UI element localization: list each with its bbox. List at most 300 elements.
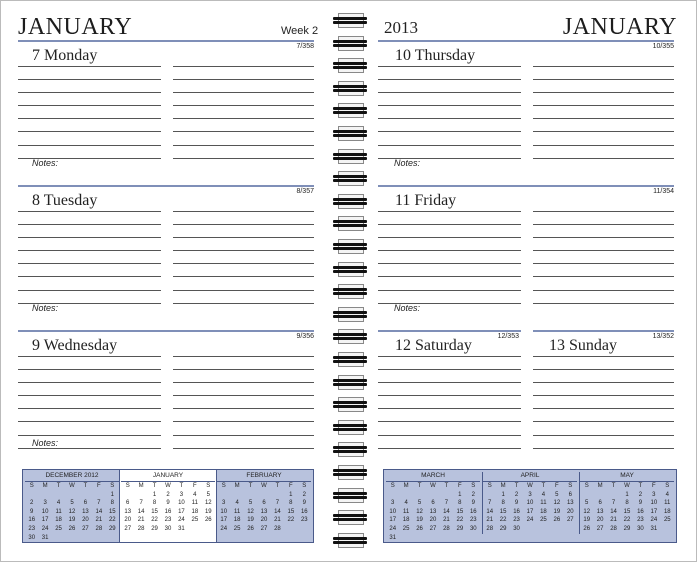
ring-wire <box>333 89 367 92</box>
writing-lines-right[interactable] <box>173 356 314 461</box>
weekday-letter: S <box>568 483 573 489</box>
mini-calendar-date[interactable]: 1 <box>458 491 462 498</box>
mini-calendar-date[interactable]: 15 <box>499 508 507 515</box>
writing-lines-left[interactable] <box>18 66 161 171</box>
mini-calendar-date[interactable]: 23 <box>513 517 520 524</box>
ring-wire <box>333 179 367 182</box>
mini-calendar-date[interactable]: 31 <box>389 534 397 541</box>
mini-calendar-date[interactable]: 20 <box>82 517 89 524</box>
mini-calendar-date[interactable]: 2 <box>166 491 170 498</box>
mini-calendar-date[interactable]: 5 <box>206 491 210 498</box>
ring-wire <box>333 198 367 201</box>
mini-calendar-date[interactable]: 2 <box>514 491 519 498</box>
mini-calendar-date[interactable]: 18 <box>55 517 62 524</box>
weekday-letter: M <box>138 483 144 489</box>
mini-calendar-date[interactable]: 30 <box>28 534 36 541</box>
mini-calendar-date[interactable]: 15 <box>151 508 158 515</box>
mini-calendar-date[interactable] <box>134 491 147 500</box>
mini-calendar-march <box>386 472 480 542</box>
mini-calendar-date[interactable]: 4 <box>193 491 197 498</box>
day-number: 10/355 <box>652 43 674 50</box>
mini-calendar-date[interactable]: 22 <box>623 517 631 524</box>
mini-calendar-date[interactable] <box>25 491 38 500</box>
mini-calendar-date[interactable]: 27 <box>82 525 89 532</box>
mini-calendar-date[interactable]: 3 <box>391 500 395 507</box>
mini-calendar-date[interactable]: 31 <box>41 534 49 541</box>
mini-calendar-date[interactable]: 26 <box>583 525 591 532</box>
mini-calendar-date[interactable]: 10 <box>650 500 658 507</box>
mini-calendar-date[interactable]: 17 <box>220 517 228 524</box>
day-name: 11 Friday <box>395 192 457 209</box>
weekday-letter: T <box>444 483 449 489</box>
mini-calendar-date[interactable]: 28 <box>95 525 103 532</box>
mini-calendar-date[interactable]: 9 <box>302 500 306 507</box>
weekday-letter: W <box>165 483 171 489</box>
mini-calendar-date[interactable]: 6 <box>568 491 572 498</box>
mini-calendar-date[interactable]: 19 <box>583 517 591 524</box>
mini-calendar-date[interactable]: 14 <box>137 508 145 515</box>
spiral-ring <box>330 399 370 409</box>
mini-calendar-date[interactable]: 27 <box>566 517 574 524</box>
mini-calendar-date[interactable]: 11 <box>664 500 671 507</box>
mini-calendar-date[interactable]: 7 <box>444 500 449 507</box>
mini-calendar-date[interactable]: 6 <box>262 500 266 507</box>
mini-calendar-date[interactable]: 24 <box>389 525 397 532</box>
weekday-letter: W <box>527 483 533 489</box>
day-rule <box>18 40 314 42</box>
mini-calendar-date[interactable]: 4 <box>404 500 408 507</box>
writing-lines-left[interactable] <box>378 66 521 171</box>
day-block-saturday <box>378 330 521 458</box>
mini-calendar-date[interactable]: 14 <box>486 508 494 515</box>
mini-calendar-date[interactable]: 28 <box>137 525 145 532</box>
mini-calendar-date[interactable]: 10 <box>526 500 534 507</box>
spiral-ring <box>330 264 370 274</box>
mini-calendar-date[interactable]: 27 <box>260 525 268 532</box>
weekday-letter: F <box>97 483 101 489</box>
mini-calendar-date[interactable]: 8 <box>458 500 462 507</box>
mini-calendar-grid <box>121 482 215 534</box>
writing-lines-right[interactable] <box>533 211 674 316</box>
writing-lines[interactable] <box>378 356 521 461</box>
mini-calendar-date[interactable] <box>257 491 270 500</box>
mini-calendar-date[interactable]: 29 <box>623 525 631 532</box>
mini-calendar-date[interactable]: 12 <box>553 500 561 507</box>
mini-calendar-date[interactable] <box>38 491 51 500</box>
mini-calendar-date[interactable]: 25 <box>233 525 241 532</box>
mini-calendar-date[interactable]: 24 <box>220 525 228 532</box>
mini-calendar-date[interactable]: 27 <box>429 525 437 532</box>
weekday-letter: F <box>458 483 462 489</box>
writing-lines-left[interactable] <box>378 211 521 316</box>
mini-calendar-date[interactable]: 12 <box>68 508 76 515</box>
mini-calendar-date[interactable]: 8 <box>625 500 629 507</box>
mini-calendar-date[interactable]: 31 <box>178 525 185 532</box>
mini-calendar-date[interactable]: 16 <box>300 508 308 515</box>
mini-calendar-date[interactable]: 25 <box>191 517 199 524</box>
weekday-letter: S <box>584 483 589 489</box>
mini-calendar-date[interactable] <box>79 491 92 500</box>
mini-calendar-date[interactable]: 3 <box>179 491 184 498</box>
mini-calendar-date[interactable] <box>121 491 134 500</box>
day-rule <box>18 185 314 187</box>
month-title-right: JANUARY <box>562 14 677 40</box>
spiral-ring <box>330 535 370 545</box>
mini-calendar-date[interactable]: 22 <box>108 517 116 524</box>
mini-calendar-date[interactable]: 20 <box>566 508 574 515</box>
mini-calendar-date[interactable]: 21 <box>610 517 617 524</box>
mini-calendar-date[interactable]: 30 <box>637 525 644 532</box>
mini-calendar-date[interactable]: 8 <box>110 500 114 507</box>
mini-calendar-date[interactable] <box>65 491 78 500</box>
weekday-letter: T <box>417 483 422 489</box>
day-block-tuesday <box>18 185 314 313</box>
mini-calendar-date[interactable] <box>426 491 439 500</box>
mini-calendar-january <box>121 472 215 534</box>
mini-calendar-date[interactable]: 29 <box>151 525 158 532</box>
ring-wire <box>333 518 367 521</box>
weekday-letter: S <box>125 483 130 489</box>
mini-calendar-date[interactable]: 11 <box>540 500 547 507</box>
ring-wire <box>333 247 367 250</box>
mini-calendar-date[interactable]: 17 <box>41 517 49 524</box>
mini-calendar-date[interactable]: 19 <box>416 517 423 524</box>
mini-calendar-date[interactable]: 12 <box>204 500 212 507</box>
spiral-ring <box>330 151 370 161</box>
mini-calendar-february <box>217 472 311 534</box>
mini-calendar-date[interactable]: 26 <box>247 525 254 532</box>
mini-calendar-date[interactable]: 21 <box>274 517 281 524</box>
mini-calendar-date[interactable]: 16 <box>164 508 172 515</box>
mini-calendar-date[interactable]: 18 <box>191 508 199 515</box>
mini-calendar-date[interactable]: 30 <box>513 525 520 532</box>
ring-wire <box>333 202 367 205</box>
day-name: 7 Monday <box>32 47 98 64</box>
weekday-letter: M <box>403 483 409 489</box>
mini-calendar-date[interactable]: 1 <box>289 491 293 498</box>
mini-calendar-date[interactable]: 27 <box>124 525 132 532</box>
ring-wire <box>333 383 367 386</box>
mini-calendar-date[interactable]: 14 <box>274 508 281 515</box>
mini-calendar-date[interactable]: 14 <box>95 508 103 515</box>
day-number: 11/354 <box>653 188 674 195</box>
mini-calendar-title: MARCH <box>386 472 480 482</box>
mini-calendar-date[interactable] <box>593 491 606 500</box>
mini-calendar-date[interactable]: 24 <box>41 525 49 532</box>
mini-calendar-grid <box>217 482 311 534</box>
mini-calendar-date[interactable]: 21 <box>95 517 103 524</box>
writing-lines-right[interactable] <box>173 66 314 171</box>
mini-calendar-date[interactable]: 30 <box>469 525 477 532</box>
mini-calendar-date[interactable]: 18 <box>663 508 671 515</box>
weekday-letter: W <box>261 483 267 489</box>
weekday-letter: W <box>430 483 436 489</box>
mini-calendar-date[interactable]: 9 <box>471 500 475 507</box>
mini-calendar-date[interactable]: 17 <box>178 508 185 515</box>
writing-lines-right[interactable] <box>173 211 314 316</box>
mini-calendar-date[interactable]: 25 <box>540 517 547 524</box>
mini-calendar-date[interactable]: 10 <box>41 508 49 515</box>
mini-calendar-date[interactable]: 21 <box>443 517 450 524</box>
mini-calendar-date[interactable]: 14 <box>443 508 450 515</box>
mini-calendar-date[interactable]: 28 <box>443 525 450 532</box>
mini-calendar-date[interactable]: 23 <box>164 517 172 524</box>
mini-calendar-date[interactable]: 25 <box>663 517 671 524</box>
mini-calendar-date[interactable]: 7 <box>611 500 616 507</box>
mini-calendar-date[interactable] <box>386 491 399 500</box>
mini-calendar-date[interactable]: 29 <box>499 525 507 532</box>
mini-calendar-date[interactable]: 1 <box>152 491 157 498</box>
mini-calendar-date[interactable] <box>217 491 230 500</box>
mini-calendar-date[interactable]: 17 <box>389 517 397 524</box>
mini-calendar-date[interactable]: 28 <box>610 525 617 532</box>
mini-calendar-date[interactable]: 29 <box>456 525 464 532</box>
day-rule <box>378 40 674 42</box>
mini-calendar-date[interactable]: 15 <box>456 508 464 515</box>
mini-calendar-date[interactable]: 20 <box>124 517 132 524</box>
ring-wire <box>333 111 367 114</box>
ring-wire <box>333 360 367 363</box>
mini-calendar-date[interactable]: 13 <box>82 508 89 515</box>
mini-calendar-date[interactable]: 6 <box>431 500 435 507</box>
mini-calendar-date[interactable]: 16 <box>637 508 644 515</box>
mini-calendar-date[interactable]: 28 <box>274 525 281 532</box>
mini-calendar-date[interactable]: 5 <box>555 491 559 498</box>
mini-calendar-date[interactable]: 21 <box>486 517 494 524</box>
ring-wire <box>333 379 367 382</box>
weekday-letter: F <box>652 483 656 489</box>
mini-calendar-date[interactable]: 12 <box>247 508 254 515</box>
ring-wire <box>333 424 367 427</box>
mini-calendar-date[interactable]: 19 <box>247 517 254 524</box>
mini-calendar-date[interactable]: 2 <box>30 500 34 507</box>
ring-wire <box>333 175 367 178</box>
mini-calendar-date[interactable]: 24 <box>650 517 658 524</box>
mini-calendar-date[interactable]: 11 <box>191 500 198 507</box>
mini-calendar-date[interactable]: 9 <box>514 500 519 507</box>
ring-wire <box>333 21 367 24</box>
day-rule <box>533 330 674 332</box>
mini-calendar-date[interactable]: 13 <box>429 508 437 515</box>
mini-calendar-date[interactable]: 5 <box>70 500 74 507</box>
mini-calendar-date[interactable]: 5 <box>417 500 422 507</box>
mini-calendar-date[interactable]: 25 <box>55 525 62 532</box>
mini-calendar-date[interactable]: 18 <box>402 517 410 524</box>
mini-calendar-date[interactable]: 4 <box>56 500 61 507</box>
mini-calendar-date[interactable]: 4 <box>541 491 546 498</box>
mini-calendar-date[interactable]: 9 <box>638 500 643 507</box>
mini-calendar-date[interactable] <box>580 491 593 500</box>
ring-wire <box>333 401 367 404</box>
mini-calendar-date[interactable]: 5 <box>585 500 589 507</box>
mini-calendar-date[interactable]: 10 <box>220 508 228 515</box>
mini-calendar-date[interactable]: 12 <box>416 508 423 515</box>
mini-calendar-date[interactable]: 2 <box>302 491 306 498</box>
mini-calendar-date[interactable]: 18 <box>540 508 547 515</box>
weekday-letter: T <box>179 483 184 489</box>
spiral-ring <box>330 512 370 522</box>
spiral-ring <box>330 196 370 206</box>
mini-calendar-date[interactable]: 1 <box>501 491 505 498</box>
writing-lines[interactable] <box>533 356 674 461</box>
mini-calendar-date[interactable]: 13 <box>260 508 268 515</box>
mini-calendar-date[interactable]: 11 <box>403 508 410 515</box>
spiral-ring <box>330 218 370 228</box>
mini-calendar-date[interactable]: 3 <box>652 491 656 498</box>
weekday-letter: F <box>193 483 197 489</box>
mini-calendar-may <box>579 472 674 534</box>
mini-calendar-date[interactable]: 22 <box>151 517 158 524</box>
mini-calendar-date[interactable]: 9 <box>30 508 34 515</box>
mini-calendar-date[interactable]: 6 <box>126 500 130 507</box>
mini-calendar-date[interactable]: 30 <box>164 525 172 532</box>
mini-calendar-date[interactable]: 8 <box>152 500 157 507</box>
mini-calendar-date[interactable]: 29 <box>108 525 116 532</box>
mini-calendar-date[interactable]: 3 <box>222 500 226 507</box>
mini-calendar-date[interactable]: 7 <box>139 500 143 507</box>
mini-calendar-date[interactable]: 19 <box>204 508 212 515</box>
day-number: 12/353 <box>497 333 519 340</box>
mini-calendar-date[interactable]: 22 <box>456 517 464 524</box>
ring-wire <box>333 514 367 517</box>
spiral-ring <box>330 331 370 341</box>
mini-calendar-date[interactable]: 15 <box>287 508 295 515</box>
mini-calendar-date[interactable]: 23 <box>300 517 308 524</box>
notes-label: Notes: <box>32 158 59 168</box>
writing-lines-right[interactable] <box>533 66 674 171</box>
mini-calendar-date[interactable]: 14 <box>610 508 617 515</box>
mini-calendar-date[interactable] <box>92 491 105 500</box>
weekday-letter: W <box>69 483 75 489</box>
mini-calendar-date[interactable] <box>440 491 453 500</box>
mini-calendar-date[interactable]: 27 <box>596 525 604 532</box>
mini-calendar-title: APRIL <box>483 472 577 482</box>
mini-calendar-date[interactable]: 1 <box>625 491 629 498</box>
mini-calendar-date[interactable]: 11 <box>55 508 62 515</box>
mini-calendar-title: JANUARY <box>121 472 215 482</box>
mini-calendar-date[interactable]: 23 <box>469 517 477 524</box>
mini-calendar-date[interactable]: 3 <box>528 491 532 498</box>
spiral-ring <box>330 422 370 432</box>
mini-calendar-strip-left <box>22 469 314 543</box>
mini-calendar-date[interactable]: 31 <box>650 525 658 532</box>
mini-calendar-date[interactable]: 6 <box>598 500 602 507</box>
mini-calendar-date[interactable]: 5 <box>248 500 253 507</box>
mini-calendar-date[interactable]: 26 <box>416 525 423 532</box>
mini-calendar-april <box>482 472 577 534</box>
mini-calendar-date[interactable]: 28 <box>486 525 494 532</box>
mini-calendar-date[interactable]: 25 <box>402 525 410 532</box>
mini-calendar-date[interactable]: 23 <box>28 525 36 532</box>
ring-wire <box>333 224 367 227</box>
mini-calendar-date[interactable]: 23 <box>637 517 644 524</box>
mini-calendar-date[interactable] <box>483 491 496 500</box>
mini-calendar-date[interactable]: 13 <box>596 508 604 515</box>
mini-calendar-date[interactable]: 4 <box>235 500 239 507</box>
mini-calendar-date[interactable]: 10 <box>178 500 185 507</box>
mini-calendar-date[interactable]: 6 <box>83 500 88 507</box>
mini-calendar-date[interactable]: 20 <box>429 517 437 524</box>
mini-calendar-date[interactable]: 19 <box>68 517 76 524</box>
mini-calendar-date[interactable]: 8 <box>501 500 505 507</box>
mini-calendar-date[interactable]: 7 <box>97 500 101 507</box>
mini-calendar-date[interactable]: 15 <box>108 508 116 515</box>
mini-calendar-date[interactable] <box>413 491 426 500</box>
mini-calendar-date[interactable] <box>607 491 620 500</box>
mini-calendar-date[interactable]: 11 <box>234 508 241 515</box>
mini-calendar-date[interactable]: 24 <box>526 517 534 524</box>
day-block-thursday <box>378 40 674 168</box>
mini-calendar-date[interactable]: 16 <box>28 517 36 524</box>
mini-calendar-date[interactable]: 13 <box>566 500 574 507</box>
weekday-letter: S <box>302 483 307 489</box>
mini-calendar-date[interactable] <box>244 491 257 500</box>
mini-calendar-date[interactable]: 22 <box>287 517 295 524</box>
ring-wire <box>333 537 367 540</box>
ring-wire <box>333 134 367 137</box>
mini-calendar-date[interactable]: 18 <box>233 517 241 524</box>
mini-calendar-date[interactable]: 4 <box>665 491 669 498</box>
mini-calendar-date[interactable]: 1 <box>110 491 114 498</box>
mini-calendar-date[interactable]: 10 <box>389 508 397 515</box>
mini-calendar-date[interactable] <box>399 491 412 500</box>
mini-calendar-date[interactable]: 20 <box>596 517 604 524</box>
mini-calendar-date[interactable]: 7 <box>275 500 280 507</box>
mini-calendar-date[interactable]: 8 <box>289 500 293 507</box>
ring-wire <box>333 473 367 476</box>
weekday-letter: S <box>665 483 670 489</box>
mini-calendar-date[interactable]: 13 <box>124 508 132 515</box>
mini-calendar-date[interactable]: 17 <box>650 508 658 515</box>
mini-calendar-date[interactable]: 2 <box>638 491 643 498</box>
spiral-ring <box>330 60 370 70</box>
mini-calendar-date[interactable] <box>52 491 65 500</box>
ring-wire <box>333 337 367 340</box>
mini-calendar-date[interactable]: 20 <box>260 517 268 524</box>
mini-calendar-date[interactable]: 15 <box>623 508 631 515</box>
mini-calendar-date[interactable]: 2 <box>471 491 475 498</box>
mini-calendar-date[interactable]: 3 <box>43 500 47 507</box>
mini-calendar-date[interactable]: 26 <box>553 517 561 524</box>
mini-calendar-date[interactable]: 9 <box>166 500 170 507</box>
ring-wire <box>333 40 367 43</box>
mini-calendar-date[interactable]: 12 <box>583 508 591 515</box>
mini-calendar-grid <box>386 482 480 542</box>
mini-calendar-title: FEBRUARY <box>217 472 311 482</box>
mini-calendar-date[interactable]: 17 <box>526 508 534 515</box>
mini-calendar-date[interactable]: 26 <box>68 525 76 532</box>
year-label: 2013 <box>384 18 418 37</box>
ring-wire <box>333 333 367 336</box>
ring-wire <box>333 469 367 472</box>
notes-label: Notes: <box>394 303 421 313</box>
day-rule <box>18 330 314 332</box>
spiral-ring <box>330 444 370 454</box>
writing-lines-left[interactable] <box>18 211 161 316</box>
mini-calendar-date[interactable]: 22 <box>499 517 507 524</box>
mini-calendar-date[interactable]: 24 <box>178 517 185 524</box>
mini-calendar-date[interactable]: 21 <box>137 517 145 524</box>
mini-calendar-date[interactable]: 16 <box>469 508 477 515</box>
mini-calendar-date[interactable]: 16 <box>513 508 520 515</box>
weekday-letter: T <box>514 483 519 489</box>
day-block-monday <box>18 40 314 168</box>
mini-calendar-date[interactable] <box>271 491 284 500</box>
mini-calendar-date[interactable] <box>230 491 243 500</box>
mini-calendar-date[interactable]: 26 <box>204 517 212 524</box>
mini-calendar-date[interactable]: 7 <box>488 500 492 507</box>
mini-calendar-date[interactable]: 19 <box>553 508 561 515</box>
